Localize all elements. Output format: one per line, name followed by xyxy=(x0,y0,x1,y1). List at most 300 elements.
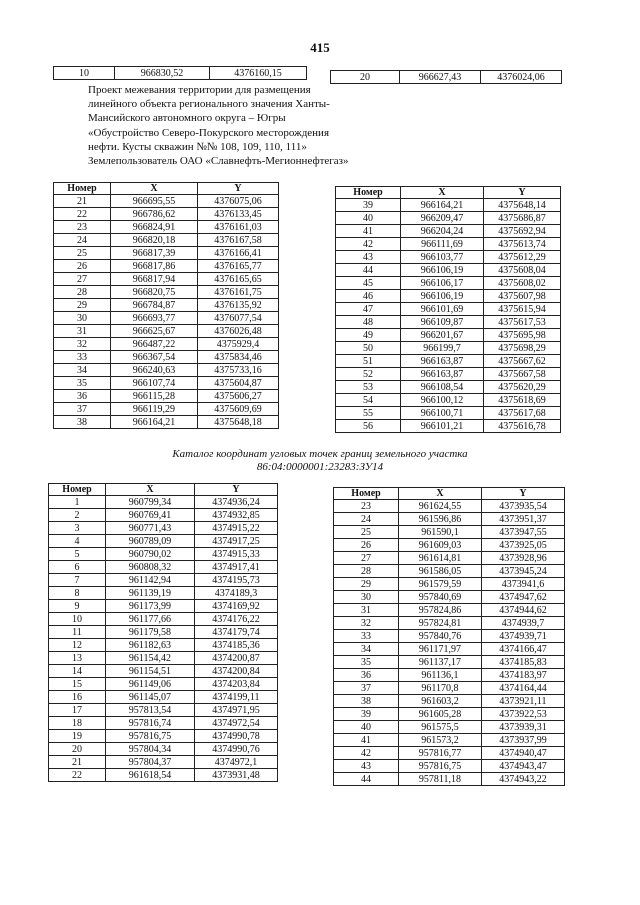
table-row xyxy=(54,325,279,338)
description-line: Проект межевания территории для размещения xyxy=(88,84,311,96)
cell-y: 4373937,99 xyxy=(482,734,565,747)
cell-x: 961170,8 xyxy=(399,682,482,695)
cell-y: 4373935,54 xyxy=(482,500,565,513)
cell-x: 961139,19 xyxy=(106,587,195,600)
table-row xyxy=(49,730,278,743)
cell-y: 4373922,53 xyxy=(482,708,565,721)
cell-x: 966209,47 xyxy=(401,212,484,225)
cell-number: 56 xyxy=(336,420,401,433)
cell-y: 4374915,33 xyxy=(195,548,278,561)
cell-y: 4374943,22 xyxy=(482,773,565,786)
table-row xyxy=(49,496,278,509)
cell-x: 961145,07 xyxy=(106,691,195,704)
cell-y: 4374990,76 xyxy=(195,743,278,756)
cell-x: 957813,54 xyxy=(106,704,195,717)
cell-x: 966817,94 xyxy=(111,273,198,286)
header-x: X xyxy=(111,183,198,195)
cell-x: 966103,77 xyxy=(401,251,484,264)
table-row xyxy=(331,71,562,84)
cell-y: 4374915,22 xyxy=(195,522,278,535)
cell-number: 13 xyxy=(49,652,106,665)
cell-x: 966106,19 xyxy=(401,264,484,277)
cell-x: 966824,91 xyxy=(111,221,198,234)
cell-x: 961596,86 xyxy=(399,513,482,526)
table-header-row xyxy=(49,484,278,496)
cell-x: 966163,87 xyxy=(401,368,484,381)
header-number: Номер xyxy=(54,183,111,195)
coordinates-table-1-left xyxy=(53,182,279,429)
cell-number: 24 xyxy=(334,513,399,526)
header-x: X xyxy=(401,187,484,199)
header-y: Y xyxy=(482,488,565,500)
cell-x: 961618,54 xyxy=(106,769,195,782)
table-row xyxy=(336,407,561,420)
cell-y: 4374189,3 xyxy=(195,587,278,600)
cell-y: 4376077,54 xyxy=(198,312,279,325)
cell-x: 966817,86 xyxy=(111,260,198,273)
table-row xyxy=(54,208,279,221)
cell-number: 12 xyxy=(49,639,106,652)
header-number: Номер xyxy=(336,187,401,199)
cell-x: 960808,32 xyxy=(106,561,195,574)
cell-y: 4376167,58 xyxy=(198,234,279,247)
cell-x: 961573,2 xyxy=(399,734,482,747)
cell-number: 1 xyxy=(49,496,106,509)
cell-y: 4374947,62 xyxy=(482,591,565,604)
cell-y: 4376075,06 xyxy=(198,195,279,208)
cell-y: 4373951,37 xyxy=(482,513,565,526)
table-header-row xyxy=(334,488,565,500)
cell-x: 957840,76 xyxy=(399,630,482,643)
cell-number: 51 xyxy=(336,355,401,368)
cell-number: 37 xyxy=(54,403,111,416)
cell-y: 4375612,29 xyxy=(484,251,561,264)
table-row xyxy=(49,574,278,587)
cell-number: 23 xyxy=(54,221,111,234)
cell-number: 27 xyxy=(54,273,111,286)
table-row xyxy=(49,535,278,548)
table-row xyxy=(49,678,278,691)
cell-number: 28 xyxy=(54,286,111,299)
cell-number: 28 xyxy=(334,565,399,578)
cell-y: 4375733,16 xyxy=(198,364,279,377)
cell-number: 37 xyxy=(334,682,399,695)
cell-number: 33 xyxy=(334,630,399,643)
cell-y: 4375618,69 xyxy=(484,394,561,407)
description-line: линейного объекта регионального значения Ханты- xyxy=(88,98,330,111)
cell-x: 961177,66 xyxy=(106,613,195,626)
cell-number: 26 xyxy=(334,539,399,552)
cell-y: 4375608,02 xyxy=(484,277,561,290)
cell-y: 4374943,47 xyxy=(482,760,565,773)
table-row xyxy=(336,199,561,212)
cell-y: 4373925,05 xyxy=(482,539,565,552)
cell-number: 21 xyxy=(54,195,111,208)
cell-number: 19 xyxy=(49,730,106,743)
cell-x: 961171,97 xyxy=(399,643,482,656)
table-row xyxy=(336,238,561,251)
cell-number: 8 xyxy=(49,587,106,600)
cell-x: 966367,54 xyxy=(111,351,198,364)
cell-number: 44 xyxy=(334,773,399,786)
table-row xyxy=(49,613,278,626)
table-row xyxy=(54,377,279,390)
cell-y: 4375698,29 xyxy=(484,342,561,355)
cell-x: 960769,41 xyxy=(106,509,195,522)
cell-number: 39 xyxy=(334,708,399,721)
table-row xyxy=(334,513,565,526)
cell-number: 38 xyxy=(334,695,399,708)
cell-number: 53 xyxy=(336,381,401,394)
cell-x: 966163,87 xyxy=(401,355,484,368)
cell-y: 4374939,7 xyxy=(482,617,565,630)
table-row xyxy=(336,251,561,264)
table-row xyxy=(49,639,278,652)
cell-x: 966627,43 xyxy=(400,71,481,84)
table-row xyxy=(334,617,565,630)
cell-number: 55 xyxy=(336,407,401,420)
cell-y: 4373921,11 xyxy=(482,695,565,708)
cell-x: 961590,1 xyxy=(399,526,482,539)
cell-y: 4374185,83 xyxy=(482,656,565,669)
cell-y: 4375667,62 xyxy=(484,355,561,368)
cell-number: 35 xyxy=(334,656,399,669)
cell-y: 4376024,06 xyxy=(481,71,562,84)
cell-x: 966240,63 xyxy=(111,364,198,377)
cell-y: 4376160,15 xyxy=(210,67,307,80)
header-number: Номер xyxy=(49,484,106,496)
cell-number: 42 xyxy=(334,747,399,760)
cell-y: 4374940,47 xyxy=(482,747,565,760)
cell-y: 4374179,74 xyxy=(195,626,278,639)
table-row xyxy=(334,747,565,760)
cell-y: 4375608,04 xyxy=(484,264,561,277)
table-row xyxy=(49,522,278,535)
cell-x: 960790,02 xyxy=(106,548,195,561)
cell-y: 4375692,94 xyxy=(484,225,561,238)
table-row xyxy=(54,221,279,234)
coordinates-table-2-right xyxy=(333,487,565,786)
table-row xyxy=(334,656,565,669)
header-x: X xyxy=(399,488,482,500)
cell-number: 43 xyxy=(336,251,401,264)
cell-number: 47 xyxy=(336,303,401,316)
cell-x: 966111,69 xyxy=(401,238,484,251)
cell-x: 966109,87 xyxy=(401,316,484,329)
table-row xyxy=(54,416,279,429)
table-row xyxy=(49,769,278,782)
cell-y: 4376026,48 xyxy=(198,325,279,338)
cell-number: 50 xyxy=(336,342,401,355)
table-row xyxy=(334,760,565,773)
table-row xyxy=(54,403,279,416)
cell-number: 36 xyxy=(54,390,111,403)
description-line: Мансийского автономного округа – Югры xyxy=(88,112,286,125)
cell-y: 4375620,29 xyxy=(484,381,561,394)
cell-y: 4376166,41 xyxy=(198,247,279,260)
cell-x: 966201,67 xyxy=(401,329,484,342)
table-row xyxy=(49,756,278,769)
cell-x: 966164,21 xyxy=(111,416,198,429)
top-row-right-table xyxy=(330,70,562,84)
cell-number: 42 xyxy=(336,238,401,251)
table-row xyxy=(54,351,279,364)
cell-y: 4374944,62 xyxy=(482,604,565,617)
page-number: 415 xyxy=(310,40,330,55)
table-row xyxy=(336,264,561,277)
cell-y: 4374939,71 xyxy=(482,630,565,643)
table-row xyxy=(334,500,565,513)
cell-x: 961579,59 xyxy=(399,578,482,591)
cell-number: 40 xyxy=(334,721,399,734)
cell-x: 966784,87 xyxy=(111,299,198,312)
cell-x: 961154,51 xyxy=(106,665,195,678)
table-row xyxy=(334,552,565,565)
cell-x: 966830,52 xyxy=(115,67,210,80)
table-row xyxy=(54,234,279,247)
cell-number: 32 xyxy=(54,338,111,351)
cell-number: 4 xyxy=(49,535,106,548)
table-row xyxy=(54,273,279,286)
description-line: нефти. Кусты скважин №№ 108, 109, 110, 111» xyxy=(88,140,307,153)
table-row xyxy=(54,364,279,377)
cell-x: 966119,29 xyxy=(111,403,198,416)
table-row xyxy=(54,195,279,208)
cell-y: 4374169,92 xyxy=(195,600,278,613)
table-row xyxy=(54,247,279,260)
cell-y: 4376135,92 xyxy=(198,299,279,312)
cell-number: 29 xyxy=(334,578,399,591)
cell-x: 961609,03 xyxy=(399,539,482,552)
cell-number: 20 xyxy=(49,743,106,756)
cell-x: 957804,37 xyxy=(106,756,195,769)
cell-number: 31 xyxy=(54,325,111,338)
table-row xyxy=(336,290,561,303)
cell-x: 961614,81 xyxy=(399,552,482,565)
cell-y: 4374166,47 xyxy=(482,643,565,656)
table-row xyxy=(336,420,561,433)
cell-x: 966164,21 xyxy=(401,199,484,212)
cell-number: 34 xyxy=(334,643,399,656)
description-line: «Обустройство Северо-Покурского месторождения xyxy=(88,126,330,139)
table-row xyxy=(334,669,565,682)
cell-number: 54 xyxy=(336,394,401,407)
cell-y: 4374185,36 xyxy=(195,639,278,652)
table-row xyxy=(334,734,565,747)
cell-number: 33 xyxy=(54,351,111,364)
cell-y: 4374176,22 xyxy=(195,613,278,626)
cell-y: 4375616,78 xyxy=(484,420,561,433)
cell-x: 957804,34 xyxy=(106,743,195,756)
cell-number: 29 xyxy=(54,299,111,312)
table-row xyxy=(336,342,561,355)
cell-x: 961173,99 xyxy=(106,600,195,613)
table-row xyxy=(336,277,561,290)
table-row xyxy=(336,316,561,329)
cell-x: 961142,94 xyxy=(106,574,195,587)
catalog-title-line: Каталог координат угловых точек границ земельного участка xyxy=(172,448,468,460)
table-row xyxy=(334,539,565,552)
cell-number: 10 xyxy=(49,613,106,626)
cell-y: 4376133,45 xyxy=(198,208,279,221)
cell-number: 41 xyxy=(334,734,399,747)
cell-x: 960789,09 xyxy=(106,535,195,548)
table-row xyxy=(334,565,565,578)
catalog-parcel-id: 86:04:0000001:23283:ЗУ14 xyxy=(256,461,384,473)
header-x: X xyxy=(106,484,195,496)
cell-y: 4375609,69 xyxy=(198,403,279,416)
cell-x: 966115,28 xyxy=(111,390,198,403)
cell-number: 24 xyxy=(54,234,111,247)
cell-x: 961605,28 xyxy=(399,708,482,721)
table-header-row xyxy=(54,183,279,195)
cell-x: 957816,74 xyxy=(106,717,195,730)
table-row xyxy=(336,329,561,342)
cell-number: 22 xyxy=(54,208,111,221)
table-row xyxy=(334,773,565,786)
table-row xyxy=(49,691,278,704)
cell-x: 961182,63 xyxy=(106,639,195,652)
cell-x: 957824,81 xyxy=(399,617,482,630)
cell-y: 4375606,27 xyxy=(198,390,279,403)
table-row xyxy=(334,643,565,656)
cell-y: 4374195,73 xyxy=(195,574,278,587)
coordinates-table-1-right xyxy=(335,186,561,433)
cell-number: 26 xyxy=(54,260,111,273)
cell-y: 4373931,48 xyxy=(195,769,278,782)
cell-number: 30 xyxy=(334,591,399,604)
cell-x: 961586,05 xyxy=(399,565,482,578)
table-row xyxy=(336,355,561,368)
cell-y: 4373941,6 xyxy=(482,578,565,591)
cell-number: 10 xyxy=(54,67,115,80)
cell-y: 4374972,1 xyxy=(195,756,278,769)
header-number: Номер xyxy=(334,488,399,500)
cell-y: 4375604,87 xyxy=(198,377,279,390)
coordinates-table-2-left xyxy=(48,483,278,782)
cell-x: 961575,5 xyxy=(399,721,482,734)
table-row xyxy=(49,665,278,678)
cell-y: 4374203,84 xyxy=(195,678,278,691)
table-row xyxy=(336,225,561,238)
cell-y: 4374917,25 xyxy=(195,535,278,548)
table-row xyxy=(54,286,279,299)
catalog-title xyxy=(0,448,640,474)
header-y: Y xyxy=(195,484,278,496)
table-row xyxy=(336,212,561,225)
cell-number: 22 xyxy=(49,769,106,782)
table-row xyxy=(49,626,278,639)
table-row xyxy=(336,303,561,316)
description-line: Землепользователь ОАО «Славнефть-Мегионнефтегаз» xyxy=(88,155,349,168)
cell-x: 966817,39 xyxy=(111,247,198,260)
top-row-left-table xyxy=(53,66,307,80)
cell-x: 961137,17 xyxy=(399,656,482,669)
cell-x: 966101,21 xyxy=(401,420,484,433)
cell-number: 6 xyxy=(49,561,106,574)
table-row xyxy=(334,708,565,721)
cell-number: 49 xyxy=(336,329,401,342)
cell-y: 4375929,4 xyxy=(198,338,279,351)
cell-x: 960799,34 xyxy=(106,496,195,509)
cell-x: 961603,2 xyxy=(399,695,482,708)
cell-x: 966106,17 xyxy=(401,277,484,290)
table-row xyxy=(49,717,278,730)
cell-y: 4376161,03 xyxy=(198,221,279,234)
cell-number: 25 xyxy=(54,247,111,260)
cell-x: 966199,7 xyxy=(401,342,484,355)
cell-number: 11 xyxy=(49,626,106,639)
cell-number: 2 xyxy=(49,509,106,522)
cell-number: 41 xyxy=(336,225,401,238)
cell-x: 961624,55 xyxy=(399,500,482,513)
cell-x: 966820,75 xyxy=(111,286,198,299)
cell-x: 966786,62 xyxy=(111,208,198,221)
cell-x: 966693,77 xyxy=(111,312,198,325)
cell-number: 21 xyxy=(49,756,106,769)
table-row xyxy=(54,338,279,351)
cell-x: 966107,74 xyxy=(111,377,198,390)
cell-number: 36 xyxy=(334,669,399,682)
table-row xyxy=(334,578,565,591)
cell-x: 966625,67 xyxy=(111,325,198,338)
table-row xyxy=(336,368,561,381)
table-row xyxy=(334,630,565,643)
cell-x: 957840,69 xyxy=(399,591,482,604)
table-row xyxy=(54,390,279,403)
cell-y: 4375695,98 xyxy=(484,329,561,342)
table-row xyxy=(49,587,278,600)
cell-x: 966820,18 xyxy=(111,234,198,247)
cell-number: 32 xyxy=(334,617,399,630)
cell-y: 4374183,97 xyxy=(482,669,565,682)
cell-y: 4374200,84 xyxy=(195,665,278,678)
cell-number: 48 xyxy=(336,316,401,329)
cell-y: 4375648,18 xyxy=(198,416,279,429)
cell-y: 4375667,58 xyxy=(484,368,561,381)
cell-number: 45 xyxy=(336,277,401,290)
cell-y: 4375613,74 xyxy=(484,238,561,251)
cell-x: 966106,19 xyxy=(401,290,484,303)
cell-y: 4373928,96 xyxy=(482,552,565,565)
table-row xyxy=(336,394,561,407)
cell-y: 4376161,75 xyxy=(198,286,279,299)
cell-y: 4374164,44 xyxy=(482,682,565,695)
cell-y: 4374932,85 xyxy=(195,509,278,522)
cell-y: 4375617,68 xyxy=(484,407,561,420)
cell-y: 4373945,24 xyxy=(482,565,565,578)
table-row xyxy=(49,704,278,717)
cell-number: 44 xyxy=(336,264,401,277)
cell-x: 957816,75 xyxy=(399,760,482,773)
table-row xyxy=(54,67,307,80)
table-row xyxy=(49,509,278,522)
table-row xyxy=(49,600,278,613)
cell-number: 30 xyxy=(54,312,111,325)
cell-x: 961136,1 xyxy=(399,669,482,682)
cell-number: 43 xyxy=(334,760,399,773)
cell-number: 46 xyxy=(336,290,401,303)
cell-number: 16 xyxy=(49,691,106,704)
table-row xyxy=(334,682,565,695)
table-row xyxy=(334,591,565,604)
cell-y: 4376165,77 xyxy=(198,260,279,273)
header-y: Y xyxy=(198,183,279,195)
cell-x: 957824,86 xyxy=(399,604,482,617)
cell-y: 4374936,24 xyxy=(195,496,278,509)
table-row xyxy=(334,721,565,734)
cell-number: 31 xyxy=(334,604,399,617)
